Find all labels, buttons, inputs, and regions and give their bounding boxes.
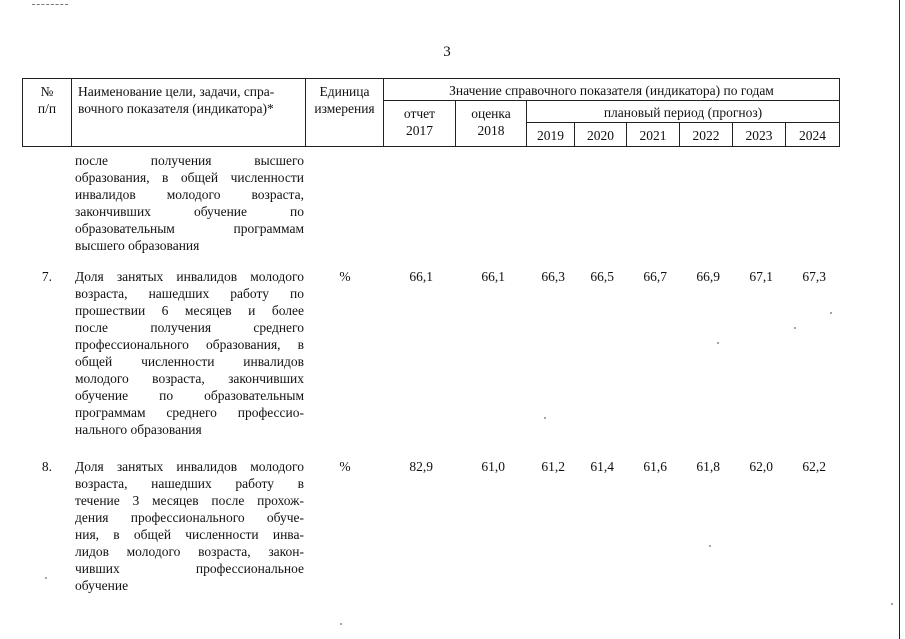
text-line: дения профессионального обуче- — [75, 510, 304, 525]
text-line: нального образования — [75, 422, 202, 437]
value-2017: 82,9 — [409, 459, 433, 474]
table-header — [22, 78, 840, 147]
value-2021: 61,6 — [643, 459, 667, 474]
header-year-2022: 2022 — [680, 123, 733, 147]
text-line: чивших профессиональное — [75, 561, 304, 576]
value-2023: 67,1 — [749, 269, 773, 284]
text-line: закончивших обучение по — [75, 204, 304, 219]
header-estimate-2018: оценка 2018 — [456, 101, 527, 147]
text-line: молодого возраста, закончивших — [75, 371, 304, 386]
page-number: 3 — [443, 44, 451, 60]
header-plan-period: плановый период (прогноз) — [527, 101, 840, 123]
text-line: лидов молодого возраста, закон- — [75, 544, 304, 559]
text-line: обучение — [75, 578, 129, 593]
value-2022: 61,8 — [696, 459, 720, 474]
value-2019: 61,2 — [541, 459, 565, 474]
row-unit: % — [339, 459, 351, 474]
text-line: прошествии 6 месяцев и более — [75, 303, 304, 318]
header-col-name: Наименование цели, задачи, спра- вочного показателя (индикатора)* — [72, 79, 306, 147]
header-year-2021: 2021 — [627, 123, 680, 147]
scan-speck — [544, 417, 546, 419]
header-year-2020: 2020 — [575, 123, 627, 147]
value-2019: 66,3 — [541, 269, 565, 284]
scan-speck — [45, 577, 47, 579]
scan-speck — [891, 603, 893, 605]
value-2018: 66,1 — [481, 269, 505, 284]
row-unit: % — [339, 269, 351, 284]
header-year-2024: 2024 — [786, 123, 840, 147]
value-2024: 62,2 — [802, 459, 826, 474]
scan-speck — [717, 342, 719, 344]
text-line: ния, в общей численности инва- — [75, 527, 304, 542]
row-number: 7. — [41, 269, 52, 284]
header-col-unit: Единица измерения — [306, 79, 384, 147]
row-number: 8. — [41, 459, 52, 474]
header-col-number: № п/п — [23, 79, 72, 147]
text-line: инвалидов молодого возраста, — [75, 187, 304, 202]
row-indicator-name — [75, 268, 304, 438]
value-2023: 62,0 — [749, 459, 773, 474]
scan-speck — [830, 312, 832, 314]
header-year-2019: 2019 — [527, 123, 575, 147]
text-line: после получения высшего — [75, 153, 304, 168]
value-2020: 61,4 — [590, 459, 614, 474]
text-line: профессионального образования, в — [75, 337, 304, 352]
continuation-text — [75, 152, 304, 254]
value-2022: 66,9 — [696, 269, 720, 284]
value-2018: 61,0 — [481, 459, 505, 474]
text-line: обучение по образовательным — [75, 388, 304, 403]
text-line: общей численности инвалидов — [75, 354, 304, 369]
value-2024: 67,3 — [802, 269, 826, 284]
header-year-2023: 2023 — [733, 123, 786, 147]
text-line: высшего образования — [75, 238, 200, 253]
scan-speck — [794, 327, 796, 329]
value-2017: 66,1 — [409, 269, 433, 284]
text-line: возраста, нашедших работу по — [75, 286, 304, 301]
text-line: Доля занятых инвалидов молодого — [75, 459, 304, 474]
value-2021: 66,7 — [643, 269, 667, 284]
header-report-2017: отчет 2017 — [384, 101, 456, 147]
text-line: течение 3 месяцев после прохож- — [75, 493, 304, 508]
text-line: после получения среднего — [75, 320, 304, 335]
value-2020: 66,5 — [590, 269, 614, 284]
top-scan-mark — [32, 4, 68, 5]
text-line: возраста, нашедших работу в — [75, 476, 304, 491]
text-line: программам среднего профессио- — [75, 405, 304, 420]
scan-speck — [340, 623, 342, 625]
text-line: образования, в общей численности — [75, 170, 304, 185]
scan-speck — [709, 545, 711, 547]
text-line: образовательным программам — [75, 221, 304, 236]
header-values-title: Значение справочного показателя (индикатора) по годам — [384, 79, 840, 101]
text-line: Доля занятых инвалидов молодого — [75, 269, 304, 284]
row-indicator-name — [75, 458, 304, 594]
